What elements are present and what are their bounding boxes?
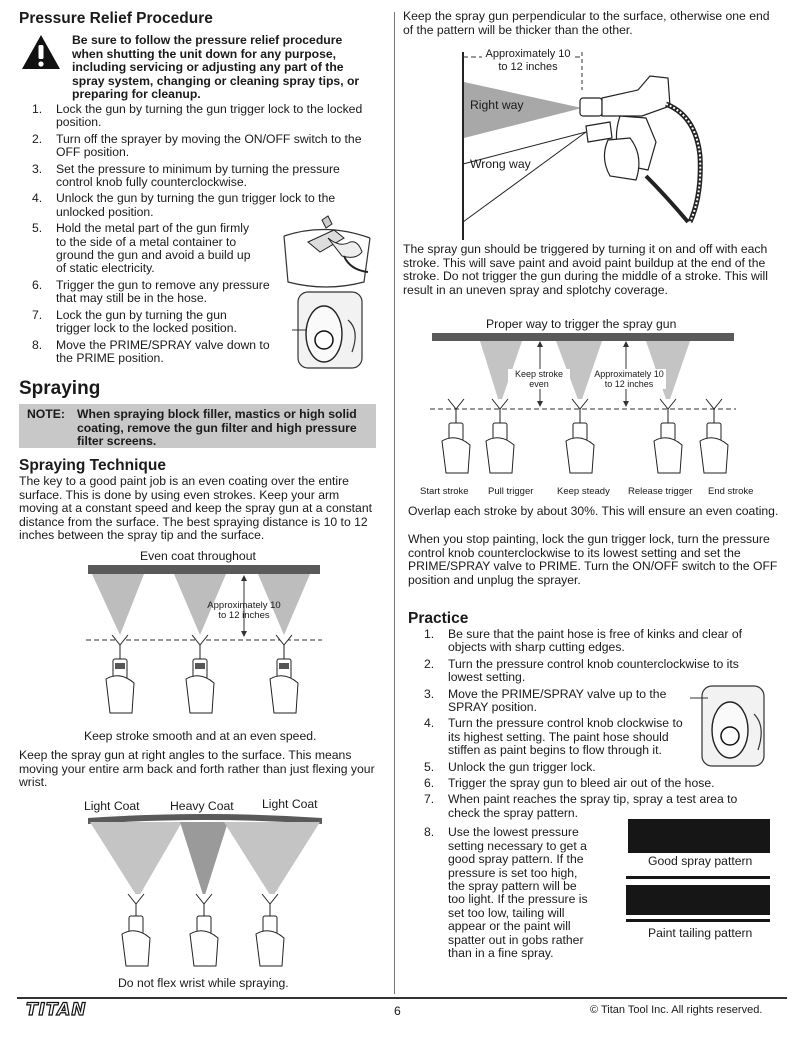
warning-text: Be sure to follow the pressure relief procedure when shutting the unit down for any purpose, including servicing or adjusting any part of the spray system, changing or cleaning spray tips, or preparing for cleanup. xyxy=(72,33,360,102)
stop-paragraph: When you stop painting, lock the gun trigger lock, turn the pressure control knob counterclockwise to its lowest setting and set the PRIME/SPRAY valve to PRIME. Turn the ON/OFF switch to the OFF position and unplug the sprayer. xyxy=(408,532,778,587)
list-item: 2. Turn the pressure control knob counterclockwise to its lowest setting. xyxy=(424,656,739,685)
fig2-label-light-right: Light Coat xyxy=(262,797,318,811)
fig2-label-light-left: Light Coat xyxy=(84,799,140,813)
tailing-pattern-label: Paint tailing pattern xyxy=(648,926,753,940)
list-item: 3. Move the PRIME/SPRAY valve up to the SPRAY position. xyxy=(424,686,667,715)
fig4-label-end: End stroke xyxy=(708,486,754,497)
list-item: 6. Trigger the gun to remove any pressure that may still be in the hose. xyxy=(32,277,270,306)
trigger-paragraph: The spray gun should be triggered by turning it on and off with each stroke. This will save paint and avoid paint buildup at the end of the stroke. Do not trigger the gun during the middle of a stroke. This will result in an uneven spray and splotchy coverage. xyxy=(403,242,768,297)
paint-tailing-pattern xyxy=(626,885,770,915)
fig4-keep-even-label: Keep stroke even xyxy=(508,369,570,389)
gun-grounding-illustration xyxy=(278,212,374,290)
technique-paragraph: The key to a good paint job is an even coating over the entire surface. This is done by using even strokes. Keep your arm moving at a constant speed and keep the spray gun at a constant distance from the surface. The best spraying distance is 10 to 12 inches between the spray tip and the surface. xyxy=(19,474,372,543)
list-item: 4. Turn the pressure control knob clockwise to its highest setting. The paint hose should stiffen as paint begins to flow through it. xyxy=(424,716,683,758)
fig3-right-way-label: Right way xyxy=(470,98,524,112)
right-wrong-way-diagram xyxy=(460,46,716,242)
technique-paragraph-2: Keep the spray gun at right angles to the surface. This means moving your entire arm back and forth rather than just flexing your wrist. xyxy=(19,748,375,790)
note-text: When spraying block filler, mastics or high solid coating, remove the gun filter and high pressure filter screens. xyxy=(77,407,357,449)
list-item: 2. Turn off the sprayer by moving the ON/OFF switch to the OFF position. xyxy=(32,131,362,160)
fig2-caption: Do not flex wrist while spraying. xyxy=(118,976,289,990)
wrist-flex-diagram xyxy=(86,814,324,972)
copyright: © Titan Tool Inc. All rights reserved. xyxy=(590,1004,763,1016)
fig4-title: Proper way to trigger the spray gun xyxy=(486,317,677,331)
note-box xyxy=(19,404,376,448)
list-item: 7. Lock the gun by turning the gun trigger lock to the locked position. xyxy=(32,307,237,336)
footer-rule xyxy=(17,997,787,999)
list-item: 1. Be sure that the paint hose is free of kinks and clear of objects with sharp cutting edges. xyxy=(424,627,743,655)
trigger-sequence-diagram xyxy=(430,333,736,483)
fig4-distance-label: Approximately 10 to 12 inches xyxy=(592,369,666,389)
list-item: 5. Unlock the gun trigger lock. xyxy=(424,759,596,774)
fig4-label-steady: Keep steady xyxy=(557,486,610,497)
fig3-distance-label: Approximately 10 to 12 inches xyxy=(482,48,574,73)
list-item: 5. Hold the metal part of the gun firmly to the side of a metal container to ground the gun and avoid a build up of static electricity. xyxy=(32,221,251,276)
pressure-relief-title: Pressure Relief Procedure xyxy=(19,10,213,27)
fig2-label-heavy: Heavy Coat xyxy=(170,799,234,813)
good-pattern-label: Good spray pattern xyxy=(648,854,753,868)
fig1-caption: Keep stroke smooth and at an even speed. xyxy=(84,729,317,743)
tailing-bottom-line xyxy=(626,919,770,922)
titan-logo: TITAN xyxy=(26,1000,87,1020)
prime-valve-illustration xyxy=(290,290,370,370)
warning-icon xyxy=(21,34,61,70)
good-spray-pattern xyxy=(628,819,770,853)
perpendicular-paragraph: Keep the spray gun perpendicular to the surface, otherwise one end of the pattern will be thicker than the other. xyxy=(403,9,770,37)
note-label: NOTE: xyxy=(27,407,65,421)
list-item: 1. Lock the gun by turning the gun trigger lock to the locked position. xyxy=(32,102,363,130)
fig4-label-pull: Pull trigger xyxy=(488,486,534,497)
list-item: 3. Set the pressure to minimum by turning the pressure control knob fully counterclockwise. xyxy=(32,161,340,190)
overlap-paragraph: Overlap each stroke by about 30%. This will ensure an even coating. xyxy=(408,504,779,518)
page-number: 6 xyxy=(394,1004,401,1018)
practice-title: Practice xyxy=(408,610,469,627)
list-item: 6. Trigger the spray gun to bleed air out of the hose. xyxy=(424,776,715,791)
list-item: 8. Move the PRIME/SPRAY valve down to the PRIME position. xyxy=(32,337,270,365)
even-coat-diagram xyxy=(86,563,324,728)
fig4-label-release: Release trigger xyxy=(628,486,693,497)
fig1-distance-label: Approximately 10 to 12 inches xyxy=(207,600,281,621)
fig3-wrong-way-label: Wrong way xyxy=(470,157,531,171)
spray-valve-illustration xyxy=(690,684,770,768)
fig4-label-start: Start stroke xyxy=(420,486,469,497)
list-item: 4. Unlock the gun by turning the gun trigger lock to the unlocked position. xyxy=(32,191,336,219)
technique-title: Spraying Technique xyxy=(19,457,166,474)
spraying-title: Spraying xyxy=(19,378,101,399)
list-item: 7. When paint reaches the spray tip, spray a test area to check the spray pattern. xyxy=(424,792,738,820)
list-item: 8. Use the lowest pressure setting necessary to get a good spray pattern. If the pressure is set too high, the spray pattern will be too light. If the pressure is set too low, tailing will appear or the paint will spatter out in gobs rather than in a fine spray. xyxy=(424,825,588,960)
fig1-title: Even coat throughout xyxy=(140,549,256,563)
tailing-top-line xyxy=(626,876,770,879)
column-divider xyxy=(394,12,395,994)
